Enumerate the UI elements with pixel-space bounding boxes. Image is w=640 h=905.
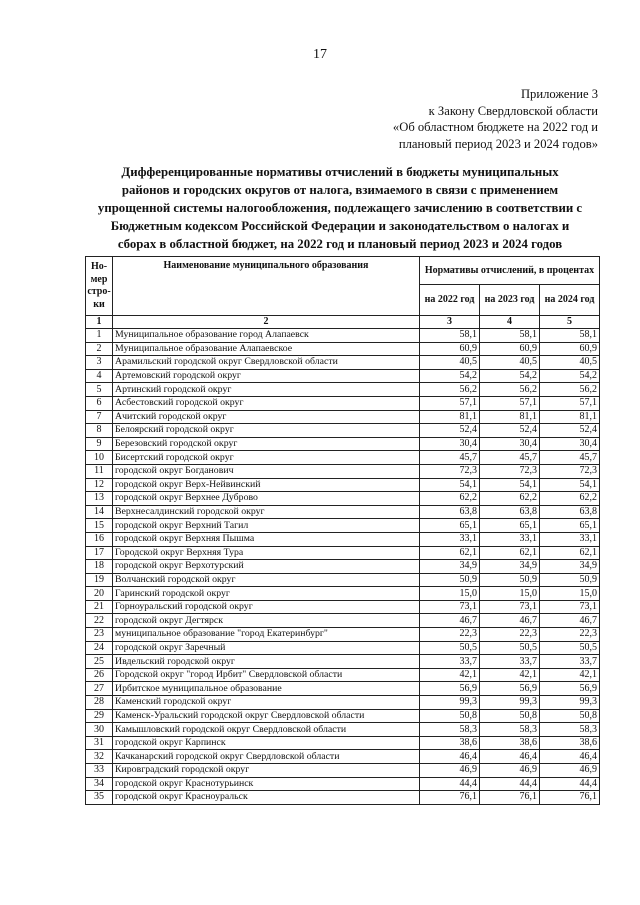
municipality-name: Кировградский городской округ — [113, 764, 420, 778]
row-number: 29 — [86, 709, 113, 723]
table-row — [86, 424, 600, 438]
table-row — [86, 464, 600, 478]
norm-2024: 52,4 — [540, 424, 600, 438]
norm-2024: 50,5 — [540, 641, 600, 655]
header-municipality-name: Наименование муниципального образования — [113, 257, 420, 316]
heading-line-3: упрощенной системы налогообложения, подлежащего зачислению в соответствии с — [97, 201, 583, 215]
table-row — [86, 356, 600, 370]
appendix-line-2: к Закону Свердловской области — [428, 103, 598, 118]
table-row — [86, 587, 600, 601]
norm-2024: 30,4 — [540, 437, 600, 451]
municipality-name: Качканарский городской округ Свердловской области — [113, 750, 420, 764]
row-number: 19 — [86, 573, 113, 587]
municipality-name: Каменский городской округ — [113, 696, 420, 710]
norm-2023: 62,2 — [480, 492, 540, 506]
norm-2024: 65,1 — [540, 519, 600, 533]
norm-2023: 38,6 — [480, 736, 540, 750]
municipality-name: Артинский городской округ — [113, 383, 420, 397]
municipality-name: городской округ Богданович — [113, 464, 420, 478]
norm-2022: 22,3 — [420, 628, 480, 642]
norm-2022: 54,1 — [420, 478, 480, 492]
table-row — [86, 709, 600, 723]
norm-2022: 15,0 — [420, 587, 480, 601]
table-row — [86, 668, 600, 682]
norm-2023: 73,1 — [480, 600, 540, 614]
municipality-name: Муниципальное образование город Алапаевск — [113, 329, 420, 343]
municipality-name: Горноуральский городской округ — [113, 600, 420, 614]
row-number: 4 — [86, 369, 113, 383]
heading-line-4: Бюджетным кодексом Российской Федерации и законодательством о налогах и — [110, 219, 570, 233]
row-number: 8 — [86, 424, 113, 438]
norm-2024: 33,1 — [540, 532, 600, 546]
table-row — [86, 369, 600, 383]
norm-2023: 33,1 — [480, 532, 540, 546]
table-row — [86, 383, 600, 397]
row-number: 23 — [86, 628, 113, 642]
municipality-name: Бисертский городской округ — [113, 451, 420, 465]
municipality-name: Белоярский городской округ — [113, 424, 420, 438]
norm-2023: 42,1 — [480, 668, 540, 682]
norm-2024: 22,3 — [540, 628, 600, 642]
heading-line-2: районов и городских округов от налога, взимаемого в связи с применением — [121, 183, 559, 197]
norm-2024: 54,1 — [540, 478, 600, 492]
table-row — [86, 546, 600, 560]
heading-line-1: Дифференцированные нормативы отчислений в бюджеты муниципальных — [121, 165, 559, 179]
row-number: 28 — [86, 696, 113, 710]
municipality-name: Каменск-Уральский городской округ Свердловской области — [113, 709, 420, 723]
norm-2023: 81,1 — [480, 410, 540, 424]
norm-2022: 73,1 — [420, 600, 480, 614]
row-number: 24 — [86, 641, 113, 655]
norm-2023: 62,1 — [480, 546, 540, 560]
municipality-name: городской округ Верхний Тагил — [113, 519, 420, 533]
table-row — [86, 573, 600, 587]
row-number: 20 — [86, 587, 113, 601]
norm-2022: 50,9 — [420, 573, 480, 587]
norm-2024: 72,3 — [540, 464, 600, 478]
municipality-name: Арамильский городской округ Свердловской области — [113, 356, 420, 370]
appendix-line-4: плановый период 2023 и 2024 годов» — [398, 136, 598, 151]
table-row — [86, 396, 600, 410]
norm-2024: 81,1 — [540, 410, 600, 424]
norm-2023: 54,1 — [480, 478, 540, 492]
table-row — [86, 723, 600, 737]
norm-2024: 62,2 — [540, 492, 600, 506]
norm-2023: 54,2 — [480, 369, 540, 383]
municipality-name: Березовский городской округ — [113, 437, 420, 451]
norm-2022: 33,7 — [420, 655, 480, 669]
norm-2024: 45,7 — [540, 451, 600, 465]
page-number: 17 — [313, 47, 327, 62]
norm-2024: 46,4 — [540, 750, 600, 764]
norm-2023: 52,4 — [480, 424, 540, 438]
norm-2023: 50,5 — [480, 641, 540, 655]
table-row — [86, 696, 600, 710]
norm-2024: 99,3 — [540, 696, 600, 710]
norm-2022: 46,9 — [420, 764, 480, 778]
appendix-reference — [393, 86, 598, 152]
table-row — [86, 560, 600, 574]
row-number: 21 — [86, 600, 113, 614]
norm-2024: 33,7 — [540, 655, 600, 669]
norm-2022: 65,1 — [420, 519, 480, 533]
municipality-name: Городской округ Верхняя Тура — [113, 546, 420, 560]
norm-2022: 38,6 — [420, 736, 480, 750]
row-number: 30 — [86, 723, 113, 737]
norm-2022: 81,1 — [420, 410, 480, 424]
norm-2023: 34,9 — [480, 560, 540, 574]
municipality-name: муниципальное образование "город Екатеринбург" — [113, 628, 420, 642]
norm-2024: 62,1 — [540, 546, 600, 560]
norm-2024: 58,3 — [540, 723, 600, 737]
norm-2023: 50,8 — [480, 709, 540, 723]
table-row — [86, 437, 600, 451]
municipality-name: Асбестовский городской округ — [113, 396, 420, 410]
row-number: 14 — [86, 505, 113, 519]
norm-2022: 34,9 — [420, 560, 480, 574]
table-row — [86, 329, 600, 343]
municipality-name: Ирбитское муниципальное образование — [113, 682, 420, 696]
table-row — [86, 641, 600, 655]
norm-2022: 44,4 — [420, 777, 480, 791]
row-number: 1 — [86, 329, 113, 343]
norm-2023: 60,9 — [480, 342, 540, 356]
norm-2023: 30,4 — [480, 437, 540, 451]
appendix-line-1: Приложение 3 — [520, 87, 598, 101]
row-number: 22 — [86, 614, 113, 628]
norm-2022: 50,8 — [420, 709, 480, 723]
norm-2022: 45,7 — [420, 451, 480, 465]
norm-2024: 54,2 — [540, 369, 600, 383]
municipality-name: Городской округ "город Ирбит" Свердловской области — [113, 668, 420, 682]
norm-2023: 46,7 — [480, 614, 540, 628]
norm-2023: 40,5 — [480, 356, 540, 370]
norm-2024: 46,9 — [540, 764, 600, 778]
norm-2023: 58,1 — [480, 329, 540, 343]
norm-2023: 56,9 — [480, 682, 540, 696]
municipality-name: городской округ Верх-Нейвинский — [113, 478, 420, 492]
norm-2022: 40,5 — [420, 356, 480, 370]
row-number: 12 — [86, 478, 113, 492]
row-number: 13 — [86, 492, 113, 506]
municipality-name: городской округ Краснотурьинск — [113, 777, 420, 791]
header-norms: Нормативы отчислений, в процентах — [420, 257, 600, 285]
norm-2023: 50,9 — [480, 573, 540, 587]
norm-2022: 52,4 — [420, 424, 480, 438]
table-row — [86, 492, 600, 506]
norm-2024: 42,1 — [540, 668, 600, 682]
heading-line-5: сборах в областной бюджет, на 2022 год и плановый период 2023 и 2024 годов — [117, 237, 563, 251]
norm-2024: 63,8 — [540, 505, 600, 519]
row-number: 35 — [86, 791, 113, 805]
municipality-name: Волчанский городской округ — [113, 573, 420, 587]
norm-2022: 62,2 — [420, 492, 480, 506]
norm-2023: 46,4 — [480, 750, 540, 764]
norm-2023: 63,8 — [480, 505, 540, 519]
norm-2023: 76,1 — [480, 791, 540, 805]
norm-2022: 58,3 — [420, 723, 480, 737]
table-row — [86, 777, 600, 791]
header-year-2022: на 2022 год — [420, 285, 480, 316]
norm-2023: 45,7 — [480, 451, 540, 465]
norm-2024: 76,1 — [540, 791, 600, 805]
table-row — [86, 505, 600, 519]
norm-2022: 46,4 — [420, 750, 480, 764]
column-number-3: 3 — [420, 316, 480, 329]
norm-2024: 58,1 — [540, 329, 600, 343]
norm-2022: 33,1 — [420, 532, 480, 546]
table-row — [86, 532, 600, 546]
municipality-name: городской округ Верхотурский — [113, 560, 420, 574]
norm-2023: 65,1 — [480, 519, 540, 533]
norm-2024: 56,9 — [540, 682, 600, 696]
municipality-name: Ивдельский городской округ — [113, 655, 420, 669]
row-number: 17 — [86, 546, 113, 560]
row-number: 27 — [86, 682, 113, 696]
header-year-2023: на 2023 год — [480, 285, 540, 316]
norm-2023: 99,3 — [480, 696, 540, 710]
column-number-2: 2 — [113, 316, 420, 329]
table-row — [86, 614, 600, 628]
row-number: 18 — [86, 560, 113, 574]
norm-2022: 63,8 — [420, 505, 480, 519]
table-row — [86, 478, 600, 492]
table-row — [86, 750, 600, 764]
table-row — [86, 600, 600, 614]
row-number: 15 — [86, 519, 113, 533]
row-number: 11 — [86, 464, 113, 478]
norm-2023: 56,2 — [480, 383, 540, 397]
norm-2023: 33,7 — [480, 655, 540, 669]
municipality-name: городской округ Верхняя Пышма — [113, 532, 420, 546]
document-heading — [80, 163, 600, 253]
norm-2024: 73,1 — [540, 600, 600, 614]
header-year-2024: на 2024 год — [540, 285, 600, 316]
norm-2023: 44,4 — [480, 777, 540, 791]
table-row — [86, 736, 600, 750]
table-row — [86, 764, 600, 778]
table-row — [86, 791, 600, 805]
norm-2022: 50,5 — [420, 641, 480, 655]
municipality-name: Верхнесалдинский городской округ — [113, 505, 420, 519]
norm-2022: 56,9 — [420, 682, 480, 696]
column-number-1: 1 — [86, 316, 113, 329]
table-row — [86, 342, 600, 356]
norm-2024: 57,1 — [540, 396, 600, 410]
row-number: 9 — [86, 437, 113, 451]
norm-2023: 15,0 — [480, 587, 540, 601]
norm-2022: 58,1 — [420, 329, 480, 343]
norm-2023: 46,9 — [480, 764, 540, 778]
municipality-name: Ачитский городской округ — [113, 410, 420, 424]
norm-2022: 99,3 — [420, 696, 480, 710]
table-row — [86, 410, 600, 424]
municipality-name: городской округ Дегтярск — [113, 614, 420, 628]
header-row-number: Но- мер стро- ки — [86, 257, 113, 316]
row-number: 34 — [86, 777, 113, 791]
table-row — [86, 519, 600, 533]
table-row — [86, 655, 600, 669]
row-number: 2 — [86, 342, 113, 356]
column-number-4: 4 — [480, 316, 540, 329]
municipality-name: Муниципальное образование Алапаевское — [113, 342, 420, 356]
municipality-name: городской округ Заречный — [113, 641, 420, 655]
column-number-5: 5 — [540, 316, 600, 329]
table-row — [86, 682, 600, 696]
norm-2023: 72,3 — [480, 464, 540, 478]
table-row — [86, 451, 600, 465]
norm-2024: 44,4 — [540, 777, 600, 791]
municipality-name: Артемовский городской округ — [113, 369, 420, 383]
row-number: 26 — [86, 668, 113, 682]
municipality-name: Камышловский городской округ Свердловской области — [113, 723, 420, 737]
norm-2024: 60,9 — [540, 342, 600, 356]
row-number: 3 — [86, 356, 113, 370]
row-number: 33 — [86, 764, 113, 778]
norm-2023: 58,3 — [480, 723, 540, 737]
norms-table — [85, 256, 600, 805]
norm-2022: 76,1 — [420, 791, 480, 805]
norm-2022: 54,2 — [420, 369, 480, 383]
row-number: 10 — [86, 451, 113, 465]
norm-2022: 62,1 — [420, 546, 480, 560]
norm-2024: 50,8 — [540, 709, 600, 723]
norm-2022: 60,9 — [420, 342, 480, 356]
table-row — [86, 628, 600, 642]
row-number: 25 — [86, 655, 113, 669]
norm-2023: 22,3 — [480, 628, 540, 642]
norm-2024: 46,7 — [540, 614, 600, 628]
norm-2022: 72,3 — [420, 464, 480, 478]
municipality-name: городской округ Карпинск — [113, 736, 420, 750]
row-number: 5 — [86, 383, 113, 397]
norm-2022: 42,1 — [420, 668, 480, 682]
norm-2024: 38,6 — [540, 736, 600, 750]
municipality-name: городской округ Верхнее Дуброво — [113, 492, 420, 506]
row-number: 6 — [86, 396, 113, 410]
norm-2024: 56,2 — [540, 383, 600, 397]
norm-2022: 46,7 — [420, 614, 480, 628]
norm-2024: 34,9 — [540, 560, 600, 574]
row-number: 7 — [86, 410, 113, 424]
norm-2024: 15,0 — [540, 587, 600, 601]
norm-2024: 40,5 — [540, 356, 600, 370]
municipality-name: Гаринский городской округ — [113, 587, 420, 601]
norm-2022: 56,2 — [420, 383, 480, 397]
appendix-line-3: «Об областном бюджете на 2022 год и — [392, 120, 598, 134]
norm-2023: 57,1 — [480, 396, 540, 410]
row-number: 31 — [86, 736, 113, 750]
norm-2022: 57,1 — [420, 396, 480, 410]
municipality-name: городской округ Красноуральск — [113, 791, 420, 805]
row-number: 16 — [86, 532, 113, 546]
norm-2024: 50,9 — [540, 573, 600, 587]
row-number: 32 — [86, 750, 113, 764]
norm-2022: 30,4 — [420, 437, 480, 451]
